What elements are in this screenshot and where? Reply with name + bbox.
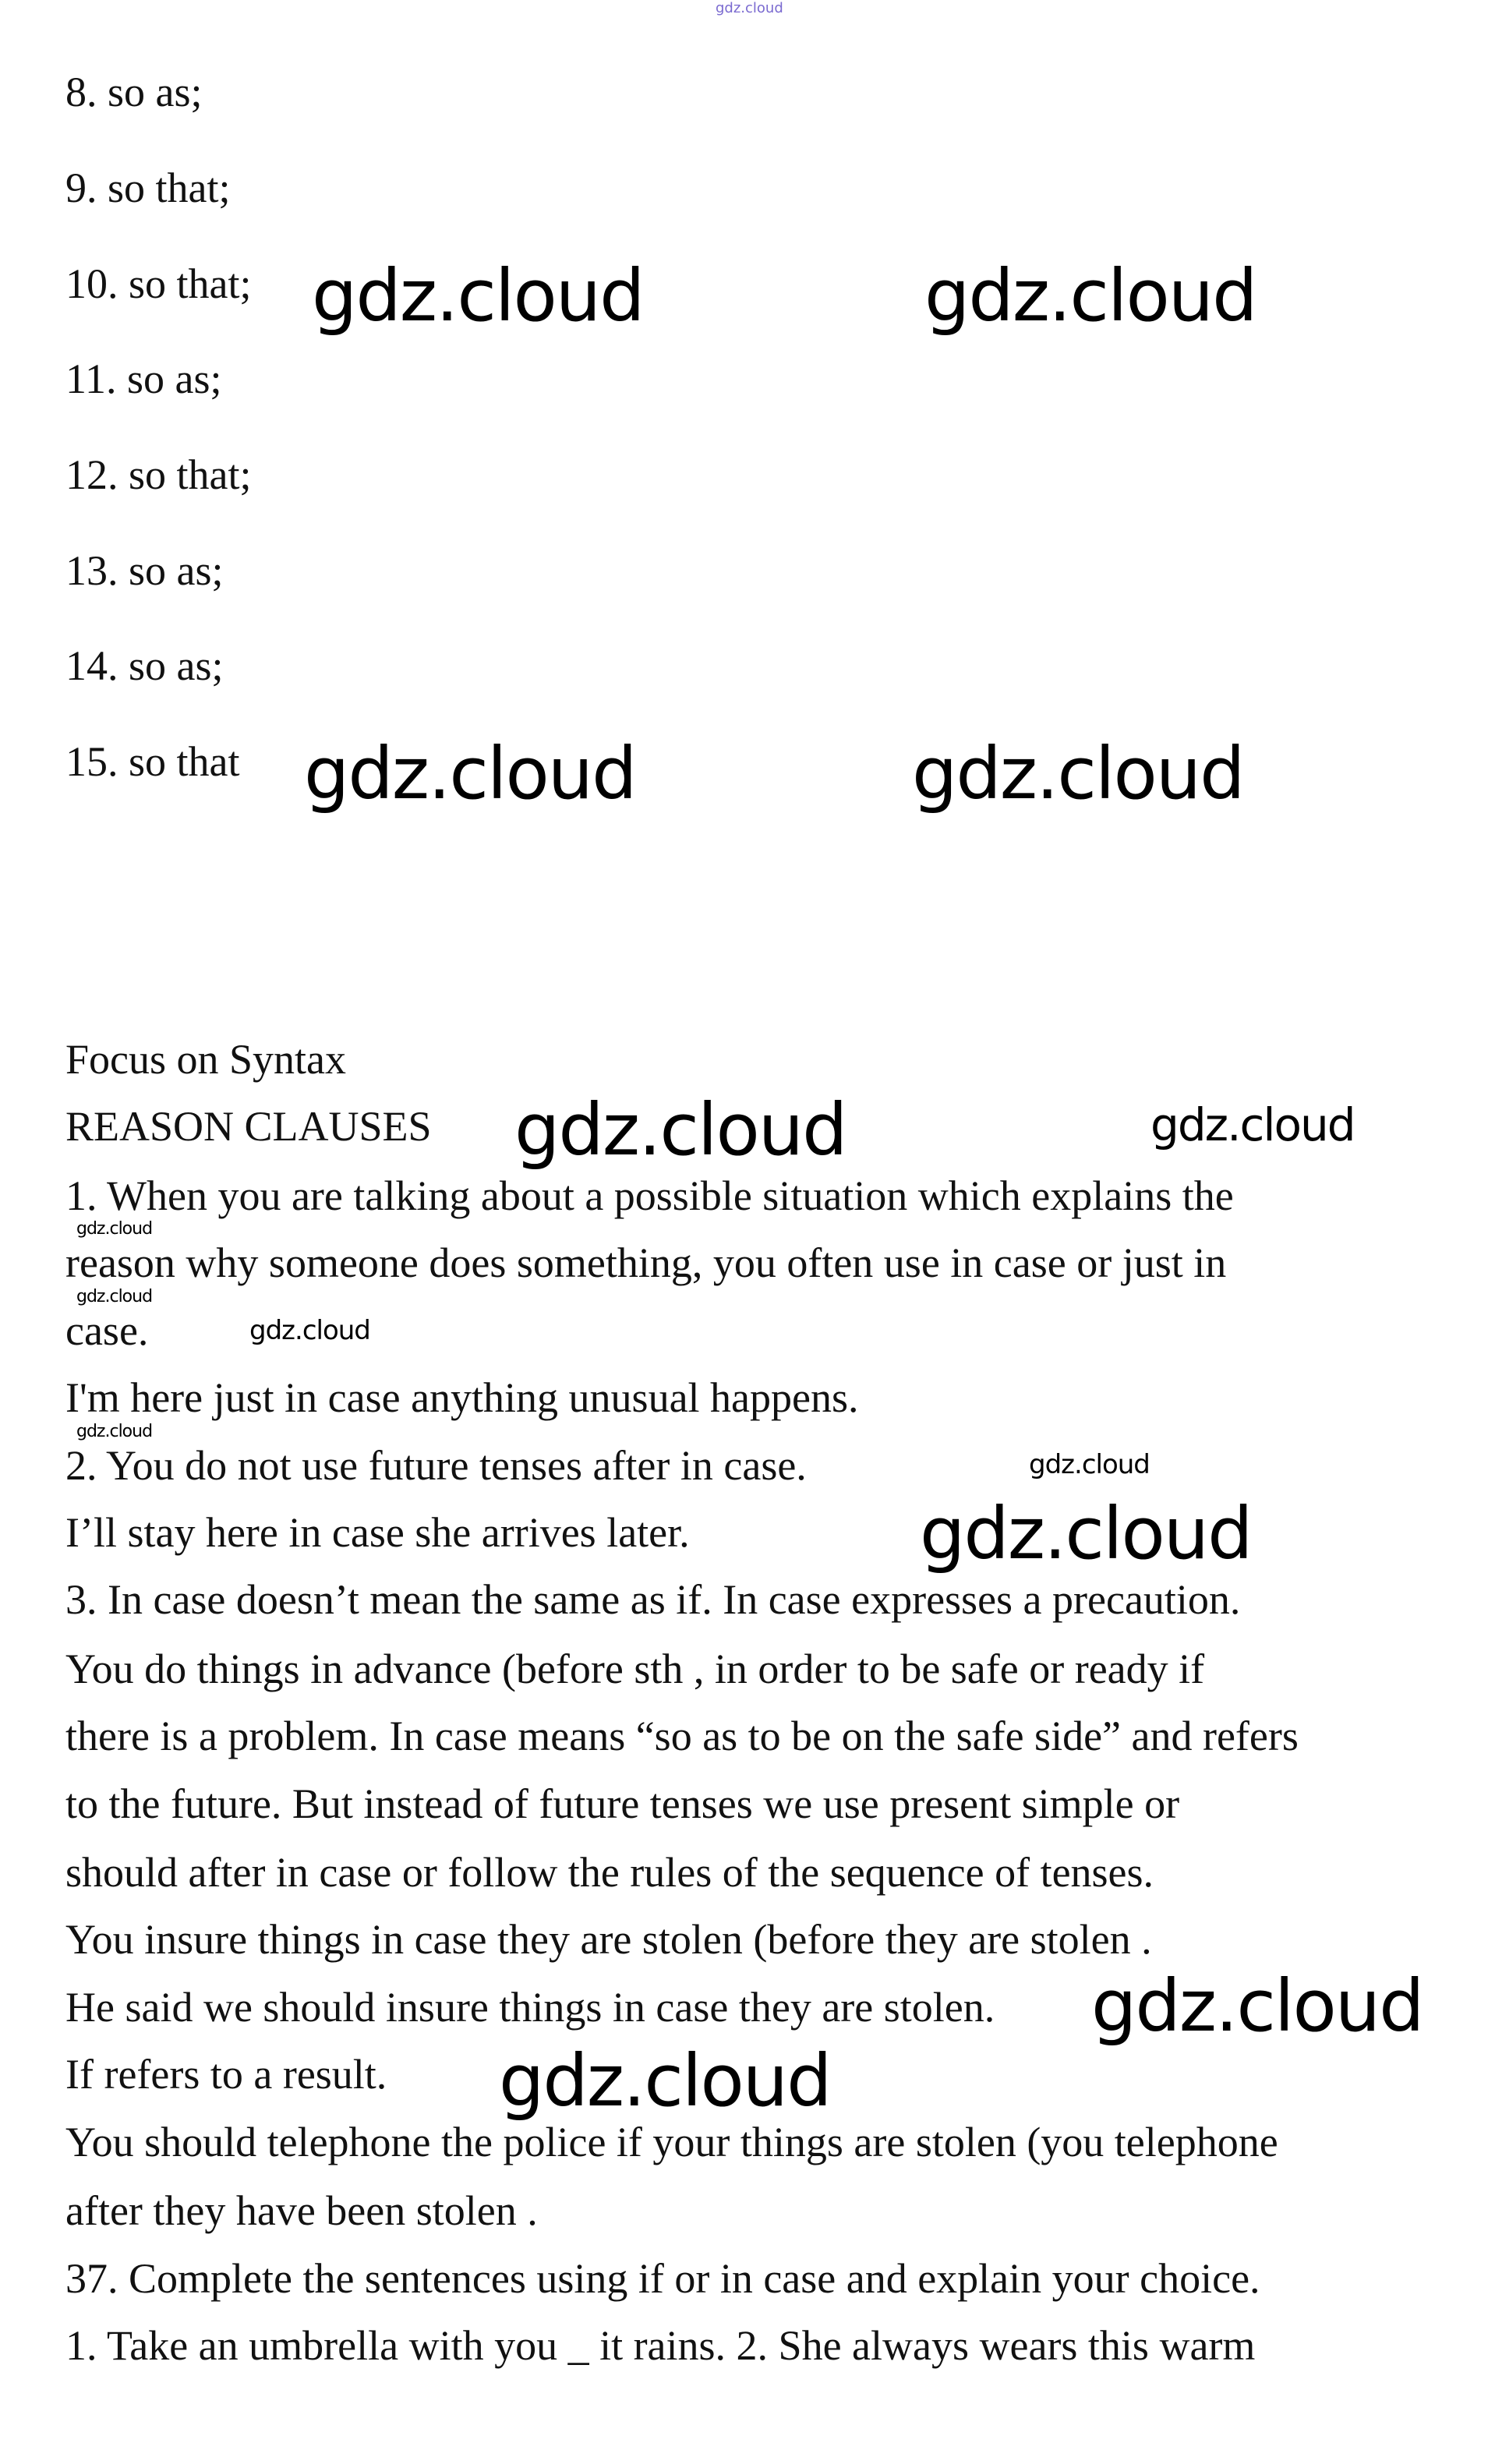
section-title: Focus on Syntax: [65, 1036, 347, 1083]
text-line: to the future. But instead of future tenses we use present simple or: [65, 1780, 1180, 1827]
text-line: You should telephone the police if your things are stolen (you telephone: [65, 2119, 1278, 2165]
watermark: gdz.cloud: [76, 1422, 153, 1441]
answer-item: 11. so as;: [65, 355, 222, 402]
watermark: gdz.cloud: [76, 1219, 153, 1239]
answer-item: 8. so as;: [65, 69, 203, 115]
watermark: gdz.cloud: [1150, 1098, 1355, 1151]
answer-item: 10. so that;: [65, 260, 252, 307]
text-line: 1. Take an umbrella with you _ it rains. 2. She always wears this warm: [65, 2322, 1256, 2369]
text-line: 2. You do not use future tenses after in case.: [65, 1442, 807, 1489]
text-line: 3. In case doesn’t mean the same as if. In case expresses a precaution.: [65, 1576, 1241, 1623]
answer-item: 14. so as;: [65, 642, 224, 689]
watermark: gdz.cloud: [920, 1492, 1252, 1575]
watermark: gdz.cloud: [312, 254, 644, 338]
watermark: gdz.cloud: [912, 732, 1244, 815]
watermark: gdz.cloud: [514, 1088, 846, 1172]
text-line: You insure things in case they are stolen (before they are stolen .: [65, 1916, 1152, 1963]
section-subtitle: REASON CLAUSES: [65, 1103, 432, 1150]
watermark: gdz.cloud: [76, 1287, 153, 1306]
watermark: gdz.cloud: [1029, 1449, 1150, 1480]
watermark: gdz.cloud: [304, 732, 636, 815]
answer-item: 9. so that;: [65, 164, 231, 211]
text-line: If refers to a result.: [65, 2051, 387, 2098]
text-line: there is a problem. In case means “so as to be on the safe side” and refers: [65, 1713, 1299, 1759]
text-line: I’ll stay here in case she arrives later.: [65, 1509, 690, 1556]
header-watermark: gdz.cloud: [716, 0, 783, 16]
text-line: reason why someone does something, you often use in case or just in: [65, 1239, 1227, 1286]
answer-item: 13. so as;: [65, 547, 224, 594]
text-line: 1. When you are talking about a possible situation which explains the: [65, 1172, 1234, 1219]
text-line: should after in case or follow the rules of the sequence of tenses.: [65, 1849, 1154, 1896]
watermark: gdz.cloud: [1091, 1964, 1423, 2048]
answer-item: 15. so that: [65, 738, 240, 785]
watermark: gdz.cloud: [249, 1315, 370, 1346]
text-line: You do things in advance (before sth , in order to be safe or ready if: [65, 1646, 1205, 1692]
watermark: gdz.cloud: [499, 2039, 831, 2123]
text-line: case.: [65, 1307, 149, 1354]
answer-item: 12. so that;: [65, 451, 252, 498]
text-line: after they have been stolen .: [65, 2187, 538, 2234]
text-line: 37. Complete the sentences using if or in case and explain your choice.: [65, 2255, 1260, 2302]
watermark: gdz.cloud: [924, 254, 1256, 338]
text-line: I'm here just in case anything unusual happens.: [65, 1374, 859, 1421]
text-line: He said we should insure things in case they are stolen.: [65, 1984, 995, 2031]
